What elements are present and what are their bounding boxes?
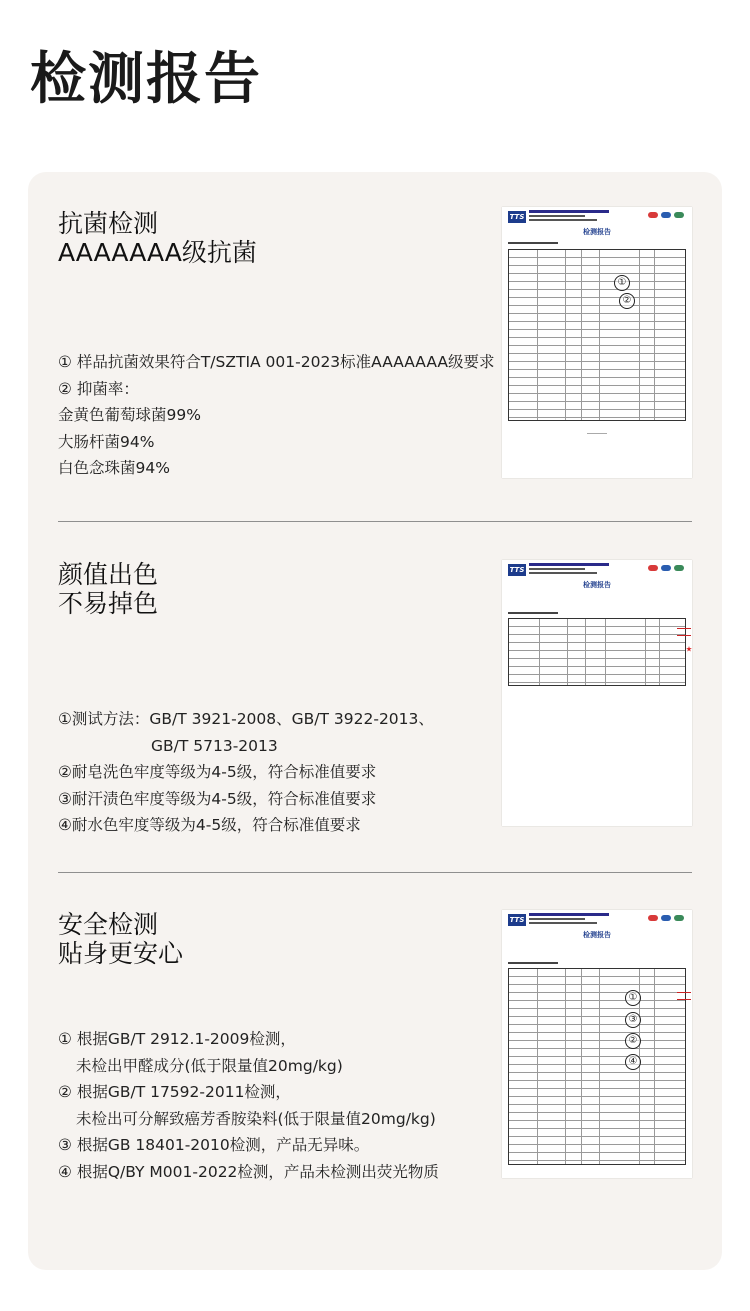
detail-line: ② 抑菌率： xyxy=(58,379,139,398)
section-title-line: 抗菌检测 xyxy=(58,209,159,238)
report-heading: 检测报告 xyxy=(583,931,611,939)
report-logo: TTS xyxy=(509,916,525,924)
report-heading: 检测报告 xyxy=(583,581,611,589)
detail-line: 未检出甲醛成分(低于限量值20mg/kg) xyxy=(76,1056,343,1075)
detail-line: ④耐水色牢度等级为4-5级，符合标准值要求 xyxy=(58,816,361,834)
marker-1: ① xyxy=(614,275,630,291)
report-thumbnail xyxy=(502,560,692,826)
report-thumbnail xyxy=(502,207,692,478)
report-thumbnail xyxy=(502,910,692,1178)
report-heading: 检测报告 xyxy=(583,228,611,236)
detail-line: 未检出可分解致癌芳香胺染料(低于限量值20mg/kg) xyxy=(76,1109,436,1128)
accreditation-badges xyxy=(648,212,684,218)
detail-line: ③ 根据GB 18401-2010检测，产品无异味。 xyxy=(58,1136,370,1154)
section-title-line: 颜值出色 xyxy=(58,560,159,589)
marker-3: ③ xyxy=(625,1012,641,1028)
section-title-line: 贴身更安心 xyxy=(58,939,184,968)
detail-line: ③耐汗渍色牢度等级为4-5级，符合标准值要求 xyxy=(58,789,377,808)
stamp-star-icon xyxy=(686,646,692,652)
report-card xyxy=(28,172,722,1270)
section-title-line: 不易掉色 xyxy=(58,589,159,618)
detail-line: 白色念珠菌94% xyxy=(58,459,170,477)
report-logo: TTS xyxy=(509,566,525,574)
report-table xyxy=(508,249,686,421)
report-logo: TTS xyxy=(509,213,525,221)
marker-1: ① xyxy=(625,990,641,1006)
detail-line: ①测试方法：GB/T 3921-2008、GB/T 3922-2013、 xyxy=(58,710,434,728)
detail-line: 金黄色葡萄球菌99% xyxy=(58,406,201,424)
report-table xyxy=(508,968,686,1165)
report-table xyxy=(508,618,686,686)
detail-line: ②耐皂洗色牢度等级为4-5级，符合标准值要求 xyxy=(58,763,377,781)
section-title xyxy=(58,209,257,267)
section-details xyxy=(58,1026,439,1185)
detail-line: ② 根据GB/T 17592-2011检测， xyxy=(58,1083,291,1101)
detail-line: ④ 根据Q/BY M001-2022检测，产品未检测出荧光物质 xyxy=(58,1162,439,1181)
section-divider xyxy=(58,521,692,522)
section-title xyxy=(58,910,183,968)
marker-4: ④ xyxy=(625,1054,641,1070)
detail-line: ① 样品抗菌效果符合T/SZTIA 001-2023标准AAAAAAA级要求 xyxy=(58,353,495,371)
accreditation-badges xyxy=(648,565,684,571)
marker-2: ② xyxy=(619,293,635,309)
marker-2: ② xyxy=(625,1033,641,1049)
accreditation-badges xyxy=(648,915,684,921)
section-details xyxy=(58,706,434,839)
detail-line: 大肠杆菌94% xyxy=(58,432,155,451)
detail-line: ① 根据GB/T 2912.1-2009检测， xyxy=(58,1030,296,1048)
section-details xyxy=(58,349,494,482)
section-title xyxy=(58,560,158,618)
section-title-line: 安全检测 xyxy=(58,910,159,939)
section-divider xyxy=(58,872,692,873)
detail-line: GB/T 5713-2013 xyxy=(151,736,278,755)
page-title: 检测报告 xyxy=(30,47,262,112)
section-title-line: AAAAAAA级抗菌 xyxy=(58,238,257,267)
red-stamp xyxy=(677,628,691,636)
red-stamp xyxy=(677,992,691,1000)
